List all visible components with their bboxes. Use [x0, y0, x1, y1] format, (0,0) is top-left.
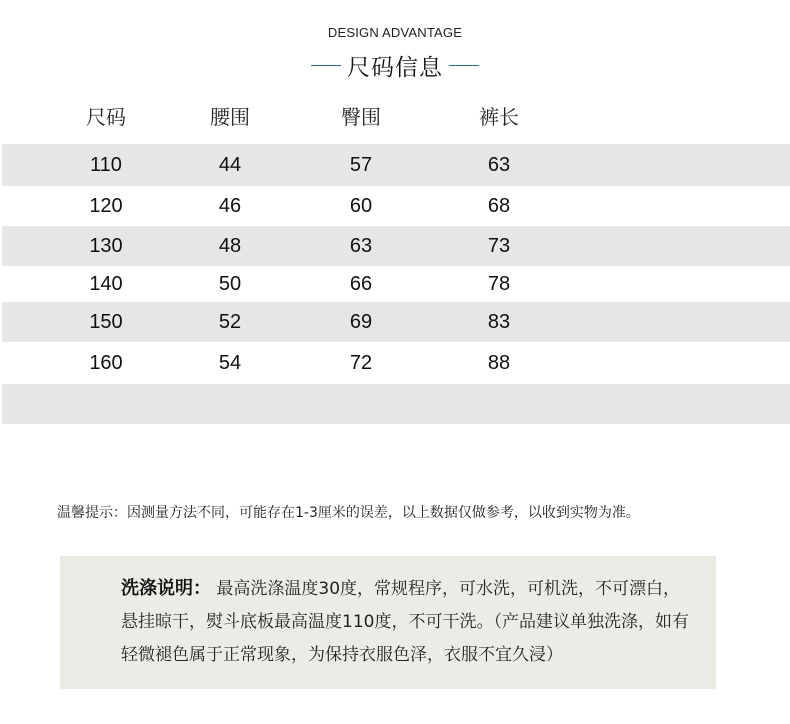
column-header-waist: 腰围: [210, 105, 250, 129]
cell-size: 120: [89, 195, 123, 217]
cell-hip: 57: [349, 154, 373, 176]
cell-length: 73: [487, 235, 511, 257]
care-title: 洗涤说明：: [121, 578, 211, 599]
cell-hip: 66: [349, 273, 373, 295]
table-row-empty: [2, 384, 790, 424]
column-header-length: 裤长: [479, 105, 519, 129]
table-header: [0, 102, 790, 132]
cell-size: 110: [90, 154, 122, 176]
table-row: [2, 266, 790, 302]
cell-size: 140: [89, 273, 123, 295]
care-instructions-box: [60, 556, 716, 689]
column-header-size: 尺码: [86, 105, 126, 129]
measurement-note: 温馨提示：因测量方法不同，可能存在1-3厘米的误差，以上数据仅做参考，以收到实物为准。: [57, 505, 640, 521]
cell-length: 63: [487, 154, 511, 176]
care-body: 最高洗涤温度30度，常规程序，可水洗，可机洗，不可漂白，悬挂晾干，熨斗底板最高温度110度，不可干洗。（产品建议单独洗涤，如有轻微褪色属于正常现象，为保持衣服色泽，衣服不宜久浸）: [121, 579, 689, 665]
column-header-hip: 臀围: [341, 105, 381, 129]
table-row: [2, 302, 790, 342]
header-subtitle-en: DESIGN ADVANTAGE: [327, 25, 463, 40]
cell-waist: 54: [218, 352, 242, 374]
cell-hip: 69: [349, 311, 373, 333]
cell-waist: 50: [218, 273, 242, 295]
cell-size: 150: [89, 311, 123, 333]
title-left-line: [311, 65, 341, 66]
cell-hip: 60: [349, 195, 373, 217]
page-title: 尺码信息: [347, 54, 443, 81]
cell-size: 130: [89, 235, 123, 257]
header-title-group: [0, 48, 790, 82]
care-instructions: [121, 572, 697, 672]
cell-size: 160: [89, 352, 123, 374]
cell-hip: 72: [349, 352, 373, 374]
cell-waist: 44: [218, 154, 242, 176]
table-row: [2, 144, 790, 186]
cell-length: 78: [487, 273, 511, 295]
cell-length: 83: [487, 311, 511, 333]
cell-waist: 46: [218, 195, 242, 217]
cell-waist: 48: [218, 235, 242, 257]
cell-length: 68: [487, 195, 511, 217]
table-row: [2, 186, 790, 226]
title-right-line: [449, 65, 479, 66]
cell-waist: 52: [218, 311, 242, 333]
table-row: [2, 342, 790, 384]
cell-length: 88: [487, 352, 511, 374]
cell-hip: 63: [349, 235, 373, 257]
table-row: [2, 226, 790, 266]
